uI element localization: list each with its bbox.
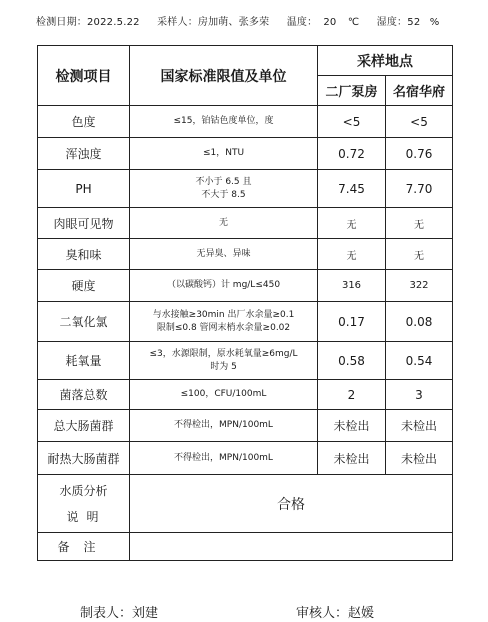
note-value (130, 533, 453, 561)
standard-cell: 无 (130, 208, 318, 239)
value-cell-2: 无 (386, 208, 453, 239)
header-location-1: 二厂泵房 (318, 76, 386, 106)
item-cell: 色度 (38, 106, 130, 138)
date-value: 2022.5.22 (87, 17, 140, 28)
note-row (38, 533, 453, 561)
standard-cell: ≤1，NTU (130, 138, 318, 170)
table-row (38, 442, 453, 475)
value-cell-1: 未检出 (318, 442, 386, 475)
standard-cell: ≤100，CFU/100mL (130, 380, 318, 410)
item-cell: PH (38, 170, 130, 208)
value-cell-1: 0.17 (318, 302, 386, 342)
item-cell: 浑浊度 (38, 138, 130, 170)
maker-signature: 制表人：刘建 (80, 606, 159, 621)
reviewer-signature: 审核人：赵媛 (296, 606, 375, 621)
item-cell: 臭和味 (38, 239, 130, 270)
analysis-row (38, 475, 453, 533)
value-cell-2: 0.08 (386, 302, 453, 342)
table-row (38, 138, 453, 170)
analysis-label-line2: 说明 (66, 509, 107, 524)
value-cell-2: 未检出 (386, 410, 453, 442)
sampler-value: 房加萌、张多荣 (197, 17, 270, 28)
table-row (38, 410, 453, 442)
header-locations: 采样地点 (318, 46, 453, 76)
temperature-value: 20 (323, 17, 337, 28)
table-row (38, 380, 453, 410)
value-cell-1: 无 (318, 239, 386, 270)
humidity-label: 湿度： (376, 17, 408, 28)
value-cell-1: 未检出 (318, 410, 386, 442)
standard-cell: 无异臭、异味 (130, 239, 318, 270)
analysis-label (38, 475, 130, 533)
standard-line: ≤3，水源限制，原水耗氧量≥6mg/L (149, 348, 298, 359)
item-cell: 总大肠菌群 (38, 410, 130, 442)
header-item: 检测项目 (38, 46, 130, 106)
value-cell-2: 0.76 (386, 138, 453, 170)
item-cell: 肉眼可见物 (38, 208, 130, 239)
sampler-label: 采样人： (157, 17, 198, 28)
table-row (38, 270, 453, 302)
value-cell-1: 2 (318, 380, 386, 410)
humidity-value: 52 (407, 17, 421, 28)
standard-cell (130, 302, 318, 342)
standard-cell (130, 170, 318, 208)
standard-line: 不小于 6.5 且 (195, 176, 252, 187)
standard-line: 不大于 8.5 (201, 189, 246, 200)
item-cell: 耐热大肠菌群 (38, 442, 130, 475)
value-cell-2: 3 (386, 380, 453, 410)
table-row (38, 302, 453, 342)
item-cell: 菌落总数 (38, 380, 130, 410)
analysis-label-line1: 水质分析 (59, 483, 108, 498)
humidity-unit: % (429, 17, 440, 28)
table-row (38, 208, 453, 239)
standard-cell: （以碳酸钙）计 mg/L≤450 (130, 270, 318, 302)
table-row (38, 342, 453, 380)
value-cell-2: 322 (386, 270, 453, 302)
standard-cell: ≤15，铂钴色度单位，度 (130, 106, 318, 138)
table-row (38, 239, 453, 270)
value-cell-1: 0.58 (318, 342, 386, 380)
standard-cell: 不得检出，MPN/100mL (130, 442, 318, 475)
value-cell-1: 316 (318, 270, 386, 302)
item-cell: 耗氧量 (38, 342, 130, 380)
standard-line: 与水接触≥30min 出厂水余量≥0.1 (152, 309, 295, 320)
note-label: 备注 (38, 533, 130, 561)
item-cell: 硬度 (38, 270, 130, 302)
value-cell-2: 无 (386, 239, 453, 270)
value-cell-2: 0.54 (386, 342, 453, 380)
value-cell-1: 无 (318, 208, 386, 239)
value-cell-2: 7.70 (386, 170, 453, 208)
table-row (38, 106, 453, 138)
standard-cell: 不得检出，MPN/100mL (130, 410, 318, 442)
standard-cell (130, 342, 318, 380)
header-standard: 国家标准限值及单位 (130, 46, 318, 106)
water-quality-table (37, 45, 453, 561)
value-cell-2: 未检出 (386, 442, 453, 475)
value-cell-1: 7.45 (318, 170, 386, 208)
header-location-2: 名宿华府 (386, 76, 453, 106)
analysis-result: 合格 (130, 475, 453, 533)
value-cell-2: <5 (386, 106, 453, 138)
value-cell-1: <5 (318, 106, 386, 138)
date-label: 检测日期： (36, 17, 87, 28)
table-row (38, 170, 453, 208)
report-header (36, 13, 476, 33)
standard-line: 限制≤0.8 管网末梢水余量≥0.02 (156, 322, 291, 333)
temperature-label: 温度： (286, 17, 318, 28)
item-cell: 二氧化氯 (38, 302, 130, 342)
standard-line: 时为 5 (210, 361, 237, 372)
temperature-unit: ℃ (347, 17, 360, 28)
value-cell-1: 0.72 (318, 138, 386, 170)
